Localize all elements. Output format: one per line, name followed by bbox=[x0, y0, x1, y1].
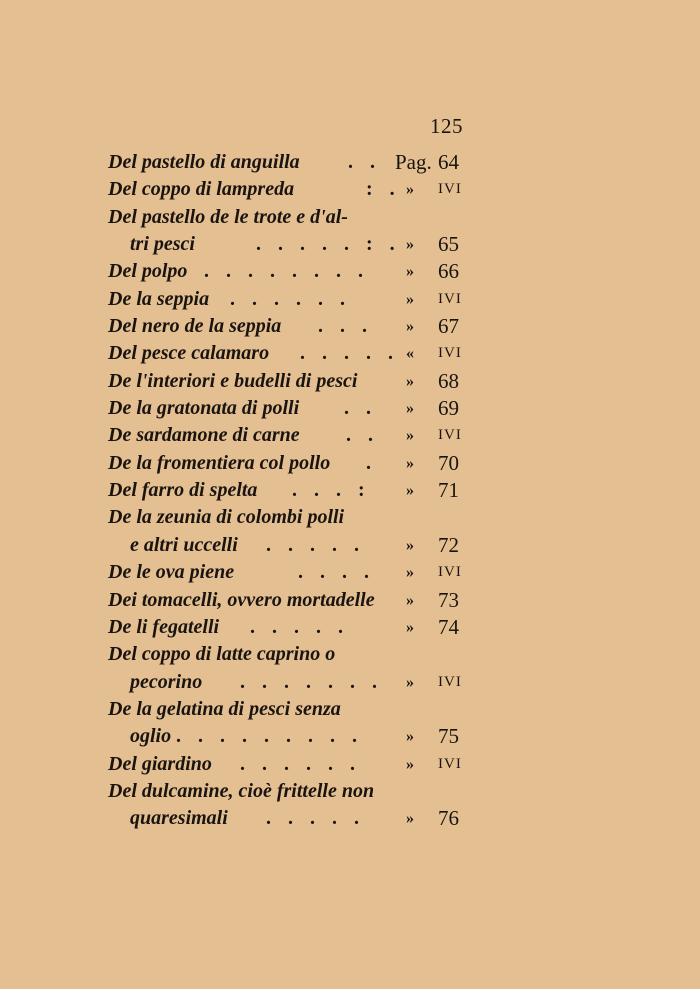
dot-leader: . . . . . . . . . bbox=[176, 725, 363, 748]
toc-entry bbox=[108, 805, 478, 832]
entry-title: De li fegatelli bbox=[108, 615, 220, 638]
page-ref: IVI bbox=[438, 181, 462, 198]
dot-leader: . . . . . bbox=[300, 342, 399, 365]
toc-entry bbox=[108, 258, 478, 285]
dot-leader: . . . : bbox=[292, 479, 371, 502]
toc-entry bbox=[108, 231, 478, 258]
dot-leader: . . . . . . . . bbox=[204, 260, 369, 283]
toc-entry bbox=[108, 504, 478, 531]
page-ref: 74 bbox=[438, 614, 459, 639]
dot-leader: . . . . . : . bbox=[256, 233, 401, 256]
page-ref: 65 bbox=[438, 232, 459, 257]
toc-entry bbox=[108, 176, 478, 203]
entry-title: De l'interiori e budelli di pesci bbox=[108, 369, 358, 392]
dot-leader: . . . . bbox=[298, 561, 375, 584]
entry-title: Del pastello di anguilla bbox=[108, 151, 300, 173]
dot-leader: : . bbox=[366, 178, 401, 201]
dot-leader: . . . . . . bbox=[230, 287, 351, 310]
toc-entry bbox=[108, 587, 478, 614]
toc-entry bbox=[108, 313, 478, 340]
page-ref: 67 bbox=[438, 314, 459, 339]
entry-title: tri pesci bbox=[130, 233, 195, 256]
toc-entry bbox=[108, 340, 478, 367]
ditto-mark: » bbox=[406, 591, 414, 609]
page-ref: IVI bbox=[438, 290, 462, 307]
ditto-mark: » bbox=[406, 810, 414, 828]
toc-entry bbox=[108, 751, 478, 778]
entry-title: Del pesce calamaro bbox=[108, 342, 270, 365]
ditto-mark: » bbox=[406, 673, 414, 691]
ditto-mark: » bbox=[406, 755, 414, 773]
entry-title: De le ova piene bbox=[108, 561, 235, 584]
ditto-mark: » bbox=[406, 728, 414, 746]
page-ref: 76 bbox=[438, 806, 459, 831]
toc-entry bbox=[108, 669, 478, 696]
page-ref: 70 bbox=[438, 450, 459, 475]
entry-title: De la seppia bbox=[108, 287, 210, 310]
page-ref: IVI bbox=[438, 673, 462, 690]
entry-title: quaresimali bbox=[130, 807, 228, 830]
page-ref: 73 bbox=[438, 587, 459, 612]
toc-entry bbox=[108, 641, 478, 668]
toc-entry bbox=[108, 422, 478, 449]
dot-leader: . . . bbox=[318, 315, 373, 338]
dot-leader: . bbox=[366, 451, 377, 474]
toc-entry bbox=[108, 204, 478, 231]
dot-leader: . . bbox=[344, 397, 377, 420]
entry-title: Del nero de la seppia bbox=[108, 315, 282, 338]
entry-title: De la zeunia di colombi polli bbox=[108, 506, 345, 529]
page-ref: 71 bbox=[438, 478, 459, 503]
page-ref: IVI bbox=[438, 755, 462, 772]
dot-leader: . . bbox=[348, 151, 381, 173]
toc-entry bbox=[108, 286, 478, 313]
page-number: 125 bbox=[430, 114, 463, 138]
entry-title: Del polpo bbox=[108, 260, 188, 283]
ditto-mark: « bbox=[406, 345, 414, 363]
ditto-mark: » bbox=[406, 454, 414, 472]
toc-entry bbox=[108, 477, 478, 504]
page-ref: 72 bbox=[438, 532, 459, 557]
toc-entry bbox=[108, 614, 478, 641]
entry-title: Del giardino bbox=[108, 752, 212, 775]
table-of-contents bbox=[108, 149, 478, 833]
ditto-mark: » bbox=[406, 181, 414, 199]
toc-entry bbox=[108, 696, 478, 723]
entry-title: Del dulcamine, cioè frittelle non bbox=[108, 779, 375, 802]
entry-title: Del coppo di latte caprino o bbox=[108, 643, 336, 666]
toc-entry bbox=[108, 450, 478, 477]
page-ref: 64 bbox=[438, 150, 459, 174]
page-ref: IVI bbox=[438, 564, 462, 581]
toc-entry bbox=[108, 559, 478, 586]
ditto-mark: » bbox=[406, 536, 414, 554]
toc-entry bbox=[108, 532, 478, 559]
page-ref: IVI bbox=[438, 427, 462, 444]
page-ref: IVI bbox=[438, 345, 462, 362]
entry-title: De la gelatina di pesci senza bbox=[108, 697, 341, 720]
dot-leader: . . . . . . . bbox=[240, 670, 383, 693]
entry-title: De la fromentiera col pollo bbox=[108, 451, 331, 474]
toc-entry bbox=[108, 778, 478, 805]
ditto-mark: » bbox=[406, 564, 414, 582]
dot-leader: . . . . . bbox=[266, 807, 365, 830]
ditto-mark: » bbox=[406, 318, 414, 336]
ditto-mark: » bbox=[406, 482, 414, 500]
entry-title: oglio bbox=[130, 725, 172, 748]
page-ref: 66 bbox=[438, 259, 459, 284]
entry-title: e altri uccelli bbox=[130, 533, 238, 556]
ditto-mark: » bbox=[406, 263, 414, 281]
entry-title: Del farro di spelta bbox=[108, 479, 258, 502]
ditto-mark: » bbox=[406, 236, 414, 254]
ditto-mark: » bbox=[406, 618, 414, 636]
dot-leader: . . . . . . bbox=[240, 752, 361, 775]
dot-leader: . . . . . bbox=[250, 615, 349, 638]
page-ref: 75 bbox=[438, 724, 459, 749]
page-ref: 68 bbox=[438, 368, 459, 393]
toc-entry bbox=[108, 723, 478, 750]
entry-title: Del coppo di lampreda bbox=[108, 178, 295, 201]
entry-title: pecorino bbox=[130, 670, 203, 693]
dot-leader: . . bbox=[346, 424, 379, 447]
entry-title: Del pastello de le trote e d'al- bbox=[108, 205, 348, 228]
ditto-mark: » bbox=[406, 427, 414, 445]
ditto-mark: » bbox=[406, 372, 414, 390]
pag-label: Pag. bbox=[395, 150, 432, 174]
page-ref: 69 bbox=[438, 396, 459, 421]
toc-entry bbox=[108, 368, 478, 395]
entry-title: De la gratonata di polli bbox=[108, 397, 300, 420]
ditto-mark: » bbox=[406, 290, 414, 308]
ditto-mark: » bbox=[406, 400, 414, 418]
entry-title: Dei tomacelli, ovvero mortadelle bbox=[108, 588, 375, 611]
toc-entry bbox=[108, 395, 478, 422]
entry-title: De sardamone di carne bbox=[108, 424, 300, 447]
dot-leader: . . . . . bbox=[266, 533, 365, 556]
toc-entry bbox=[108, 149, 478, 176]
